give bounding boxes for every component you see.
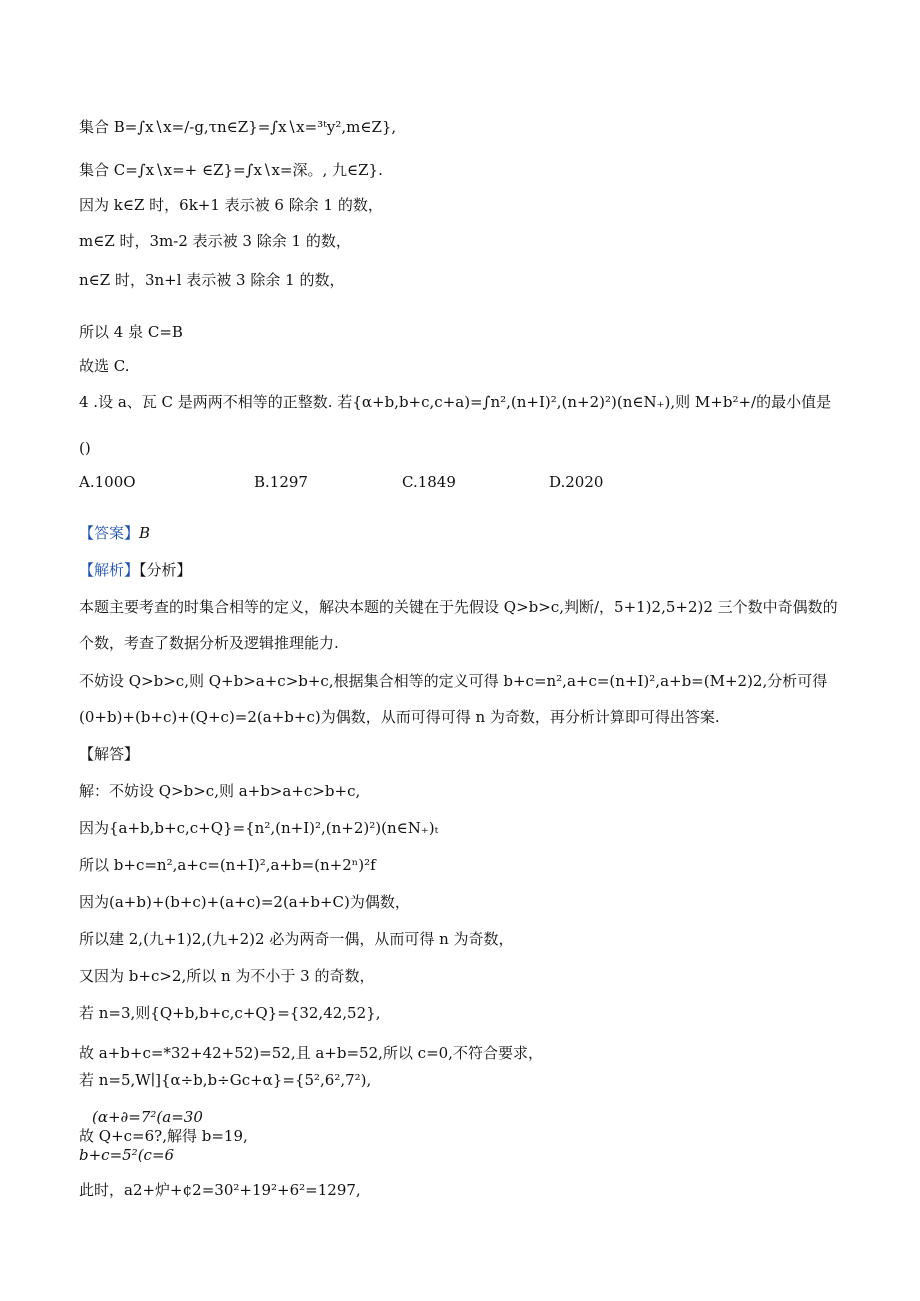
question-blank: () [79, 439, 91, 457]
text-line: 因为 k∈Z 时，6k+1 表示被 6 除余 1 的数， [79, 196, 383, 214]
option-d: D.2020 [549, 473, 604, 491]
analysis-line: 不妨设 Q>b>c,则 Q+b>a+c>b+c,根据集合相等的定义可得 b+c=n²,a+c=(n+I)²,a+b=(M+2)2,分析可得 [79, 672, 828, 690]
analysis-sub-tag: 【分析】 [139, 561, 192, 579]
solution-line: 解：不妨设 Q>b>c,则 a+b>a+c>b+c, [79, 782, 361, 800]
analysis-header [79, 560, 192, 580]
text-line: 故选 C. [79, 357, 130, 375]
solution-line: 所以建 2,(九+1)2,(九+2)2 必为两奇一偶，从而可得 n 为奇数， [79, 930, 514, 948]
text-line: 集合 B=∫x∖x=/-g,τn∈Z}=∫x∖x=³ᵗy²,m∈Z}, [79, 118, 397, 136]
solution-line: 因为{a+b,b+c,c+Q}={n²,(n+I)²,(n+2)²)(n∈N₊)ₜ [79, 819, 439, 837]
option-c: C.1849 [402, 473, 456, 491]
text-line: 集合 C=∫x∖x=+ ∈Z}=∫x∖x=深。, 九∈Z}. [79, 161, 383, 179]
solution-line: 又因为 b+c>2,所以 n 为不小于 3 的奇数， [79, 967, 375, 985]
text-line: 所以 4 泉 C=B [79, 323, 183, 341]
answer-line [79, 523, 150, 543]
equation-system-line: b+c=5²(c=6 [79, 1146, 175, 1164]
equation-system-line: 故 Q+c=6?,解得 b=19, [79, 1127, 248, 1145]
answer-tag: 【答案】 [79, 524, 140, 542]
solution-line: 所以 b+c=n²,a+c=(n+I)²,a+b=(n+2ⁿ)²f [79, 856, 376, 874]
option-b: B.1297 [254, 473, 308, 491]
solution-line: 若 n=3,则{Q+b,b+c,c+Q}={32,42,52}, [79, 1004, 381, 1022]
equation-system-line: (α+∂=7²(a=30 [92, 1108, 203, 1126]
analysis-tag: 【解析】 [79, 561, 140, 579]
solution-line: 故 a+b+c=*32+42+52)=52,且 a+b=52,所以 c=0,不符合要求， [79, 1044, 543, 1062]
text-line: m∈Z 时，3m-2 表示被 3 除余 1 的数， [79, 232, 351, 250]
analysis-line: 本题主要考查的时集合相等的定义，解决本题的关键在于先假设 Q>b>c,判断/，5+1)2,5+2)2 三个数中奇偶数的 [79, 598, 838, 616]
solution-line: 若 n=5,W∣]{α÷b,b÷Gc+α}={5²,6²,7²), [79, 1071, 372, 1089]
text-line: n∈Z 时，3n+l 表示被 3 除余 1 的数， [79, 271, 345, 289]
analysis-line: 个数，考查了数据分析及逻辑推理能力. [79, 634, 339, 652]
option-a: A.100O [79, 473, 136, 491]
answer-value: B [139, 524, 151, 542]
final-result-line: 此时，a2+炉+¢2=30²+19²+6²=1297, [79, 1181, 361, 1199]
analysis-line: (0+b)+(b+c)+(Q+c)=2(a+b+c)为偶数，从而可得可得 n 为奇数，再分析计算即可得出答案. [79, 708, 720, 726]
solution-line: 因为(a+b)+(b+c)+(a+c)=2(a+b+C)为偶数， [79, 893, 410, 911]
question-stem: 4 .设 a、瓦 C 是两两不相等的正整数. 若{α+b,b+c,c+a)=∫n²,(n+I)²,(n+2)²)(n∈N₊),则 M+b²+/的最小值是 [79, 393, 832, 411]
solution-tag: 【解答】 [79, 745, 140, 763]
